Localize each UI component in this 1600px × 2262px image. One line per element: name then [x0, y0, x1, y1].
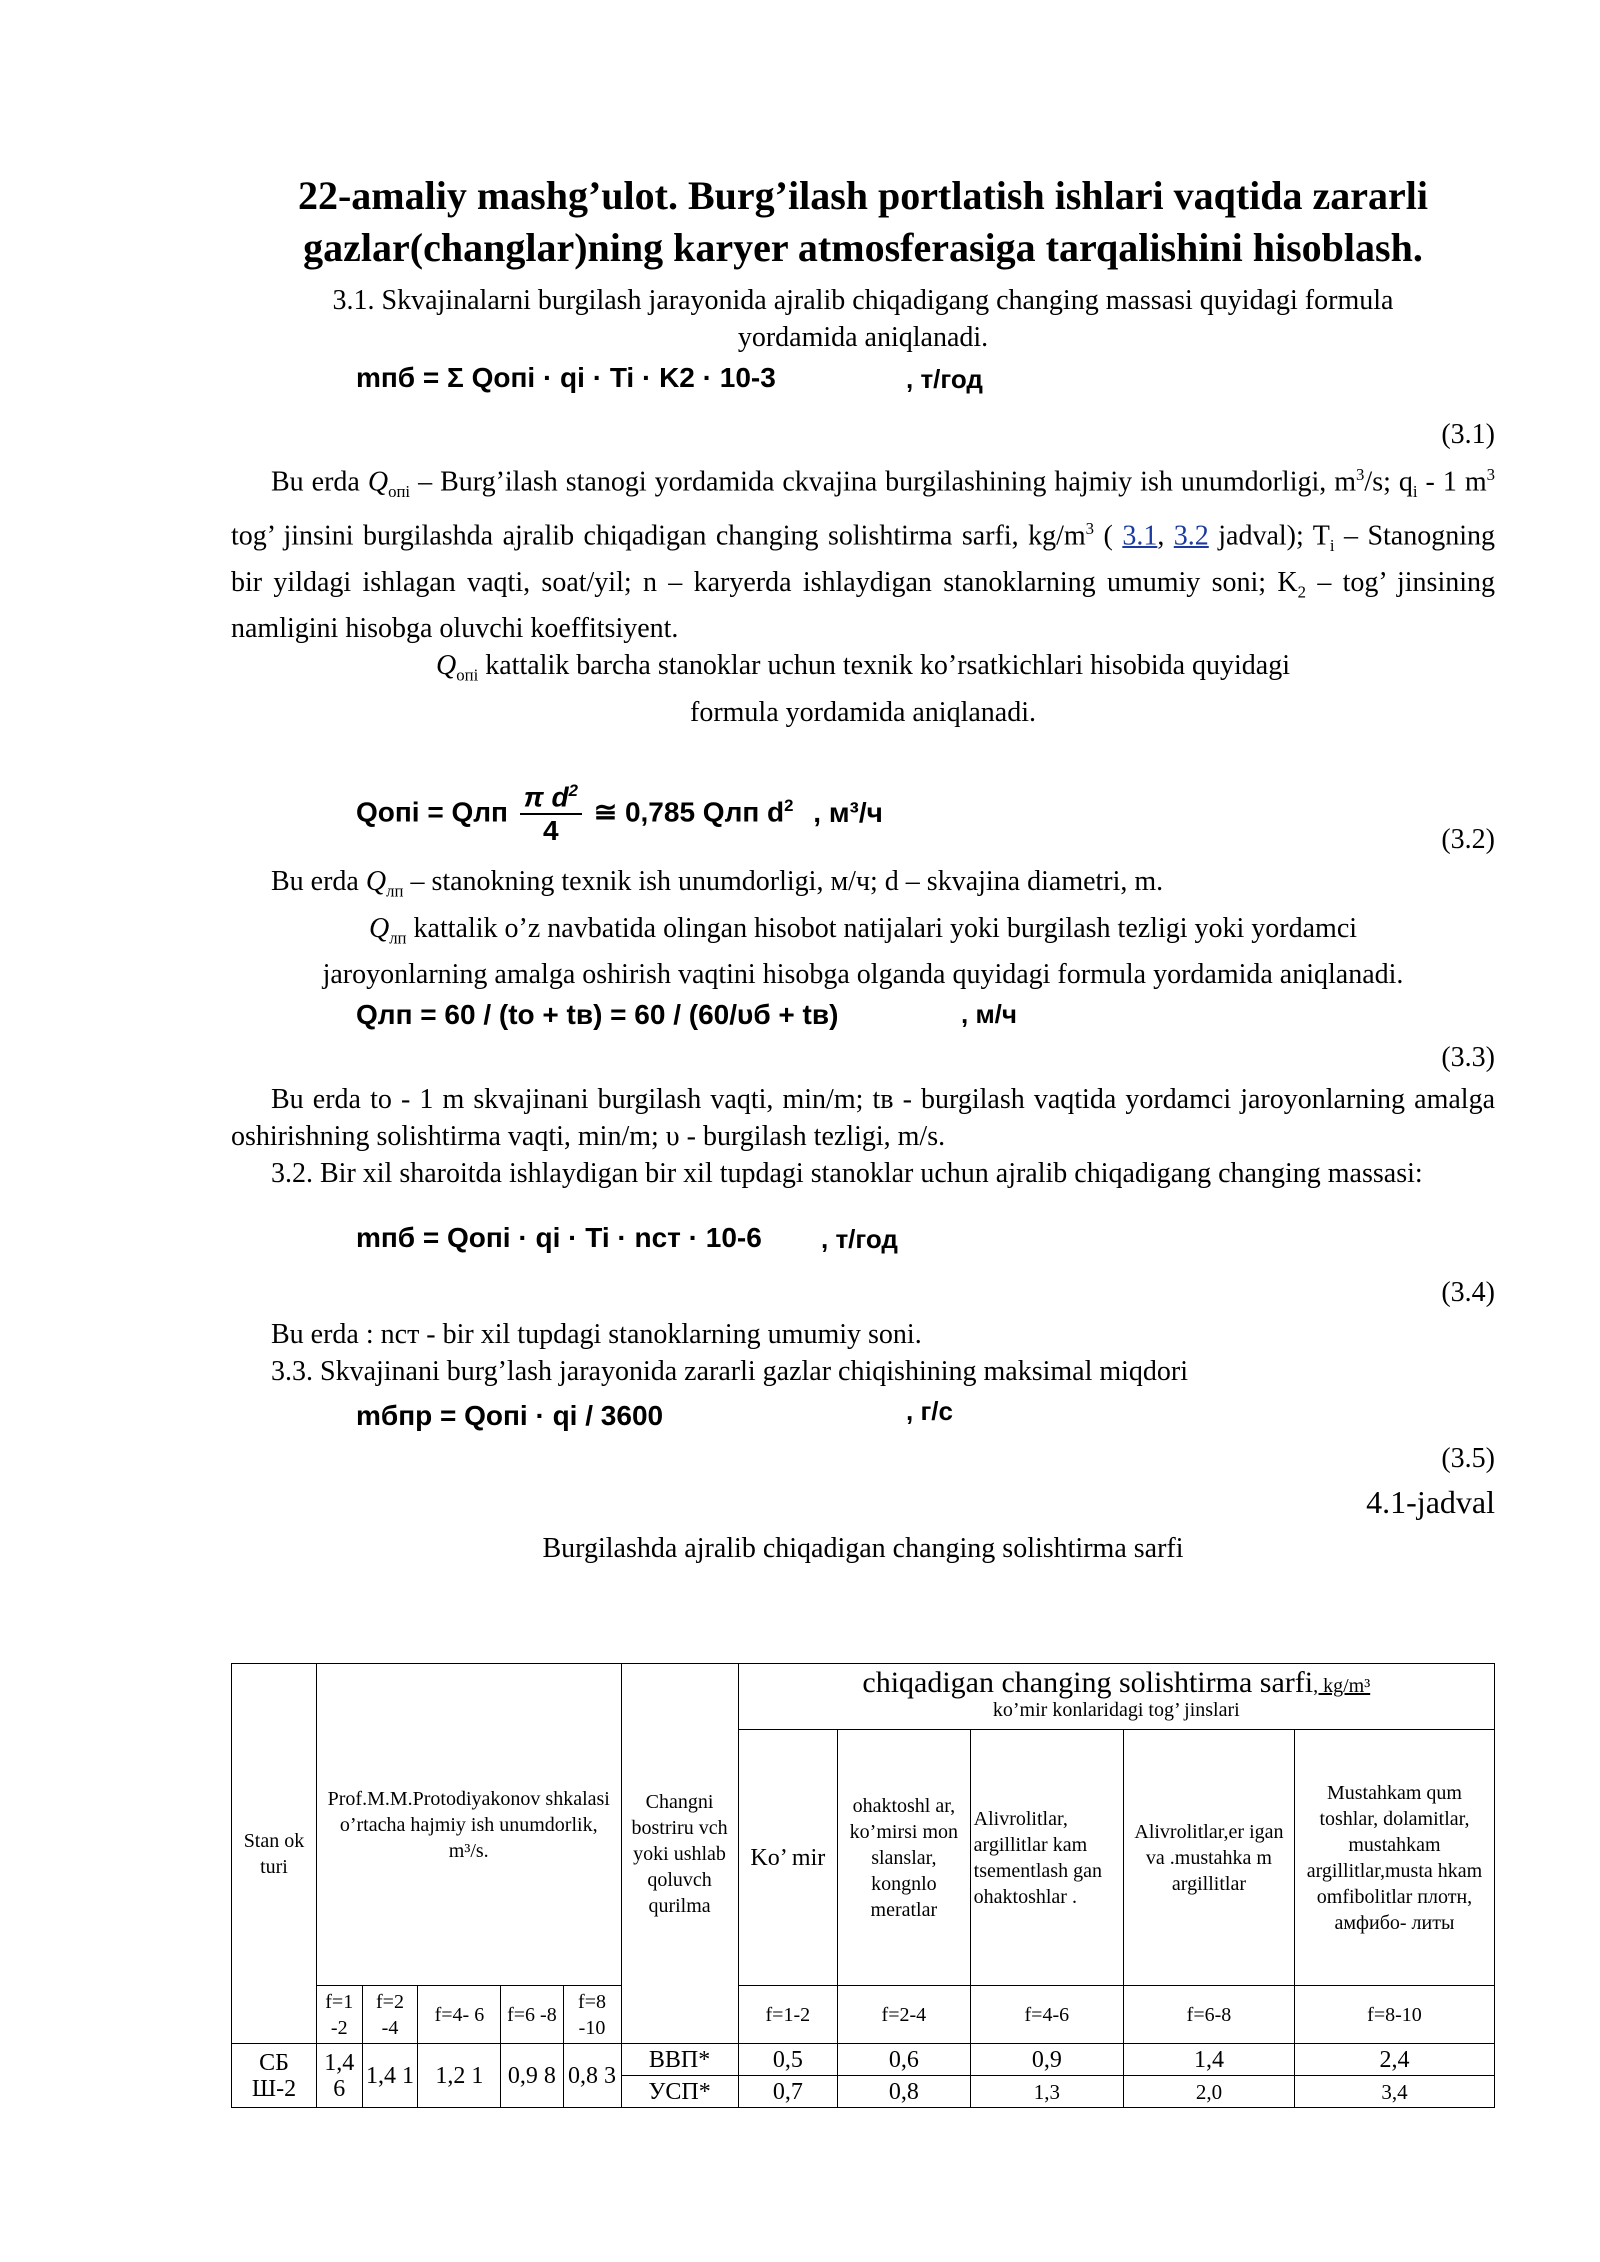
row1-val-4: 1,4 — [1123, 2044, 1294, 2076]
page-title: 22-amaliy mashg’ulot. Burg’ilash portlatish ishlari vaqtida zararli gazlar(changlar)ning karyer atmosferasiga tarqalishini hisoblash. — [297, 173, 1429, 270]
f-col-left-2: f=2 -4 — [362, 1986, 418, 2044]
formula-3-3-expression: Qлп = 60 / (tо + tв) = 60 / (60/υб + tв) — [356, 999, 839, 1031]
row1-val-5: 2,4 — [1294, 2044, 1494, 2076]
table-caption: Burgilashda ajralib chiqadigan changing solishtirma sarfi — [542, 1533, 1184, 1565]
paragraph-definitions: Bu erda $Q_{опi}$ – Burg’ilash stanogi yordamida ckvajina burgilashining hajmiy ish unumdorligi, $m^3/s$; $q_i - 1$ $m^3$ tog’ jinsini burgilashda ajralib chiqadigan changing solishtirma sarfi, $kg/m^3$ ( 3.1, 3.2 jadval); $T_i$ – Stanogning bir yildagi ishlagan vaqti, soat/yil; n – karyerda ishlaydigan stanoklarning umumiy soni; $K_2$ – tog’ jinsining namligini hisobga oluvchi koeffitsiyent. — [231, 465, 1496, 645]
formula-3-4-unit: , т/год — [821, 1224, 898, 1255]
f-col-right-4: f=6-8 — [1123, 1986, 1294, 2044]
f-col-left-4: f=6 -8 — [501, 1986, 563, 2044]
row-device-usp: УСП* — [621, 2076, 738, 2108]
header-protodiyakonov: Prof.M.M.Protodiyakonov shkalasi o’rtacha hajmiy ish unumdorlik, m³/s. — [316, 1664, 621, 1986]
formula-3-5-expression: mбпр = Qопi · qi / 3600 — [356, 1400, 664, 1432]
row-prod-1: 1,4 6 — [316, 2044, 362, 2108]
paragraph-3-3: 3.3. Skvajinani burg’lash jarayonida zararli gazlar chiqishining maksimal miqdori — [271, 1356, 1189, 1388]
equation-number-3-1: (3.1) — [1441, 419, 1495, 450]
row-prod-3: 1,2 1 — [418, 2044, 501, 2108]
rock-col-ohaktosh: ohaktoshl ar, ko’mirsi mon slanslar, kongnlo meratlar — [838, 1730, 971, 1986]
formula-3-5 — [231, 1394, 1495, 1442]
f-col-right-5: f=8-10 — [1294, 1986, 1494, 2044]
row-prod-4: 0,9 8 — [501, 2044, 563, 2108]
table-row — [232, 2044, 1495, 2076]
header-changni: Changni bostriru vch yoki ushlab qoluvch qurilma — [621, 1664, 738, 2044]
f-col-right-2: f=2-4 — [838, 1986, 971, 2044]
row1-val-3: 0,9 — [970, 2044, 1123, 2076]
formula-3-4 — [231, 1200, 1495, 1276]
formula-3-3 — [231, 993, 1495, 1041]
intro-paragraph: 3.1. Skvajinalarni burgilash jarayonida ajralib chiqadigang changing massasi quyidagi formula yordamida aniqlanadi. — [332, 285, 1394, 353]
paragraph-qlp: Bu erda $Q_{лп}$ – stanokning texnik ish unumdorligi, м/ч; d – skvajina diametri, m. — [271, 866, 1164, 901]
formula-3-2-lhs: Qопi = Qлп — [356, 796, 508, 828]
rock-col-komir: Ko’ mir — [738, 1730, 837, 1986]
equation-number-3-3: (3.3) — [1441, 1042, 1495, 1074]
document-page — [231, 160, 1495, 1567]
equation-number-3-4: (3.4) — [1441, 1277, 1495, 1309]
f-col-left-1: f=1 -2 — [316, 1986, 362, 2044]
f-col-left-5: f=8 -10 — [563, 1986, 621, 2044]
f-col-right-1: f=1-2 — [738, 1986, 837, 2044]
paragraph-tb: Bu erda tо - 1 m skvajinani burgilash vaqti, min/m; tв - burgilash vaqtida yordamci jaroyonlarning amalga oshirishning solishtirma vaqti, min/m; υ - burgilash tezligi, m/s. — [231, 1084, 1495, 1153]
row2-val-4: 2,0 — [1123, 2076, 1294, 2108]
paragraph-nst: Bu erda : nст - bir xil tupdagi stanoklarning umumiy soni. — [271, 1319, 922, 1351]
f-col-right-3: f=4-6 — [970, 1986, 1123, 2044]
formula-3-2-rhs: ≅ 0,785 Qлп d — [593, 796, 785, 828]
rock-col-alivrolit-kam: Alivrolitlar, argillitlar kam tsementlash gan ohaktoshlar . — [970, 1730, 1123, 1986]
formula-3-1-unit: , т/год — [906, 364, 983, 394]
row-prod-2: 1,4 1 — [362, 2044, 418, 2108]
row1-val-2: 0,6 — [838, 2044, 971, 2076]
formula-3-4-expression: mпб = Qопi · qi · Ti · nст · 10-6 — [356, 1222, 762, 1254]
formula-3-5-unit: , г/с — [906, 1396, 953, 1427]
equation-number-3-5: (3.5) — [1441, 1443, 1495, 1475]
row1-val-1: 0,5 — [738, 2044, 837, 2076]
dust-table — [231, 1663, 1495, 2108]
row-prod-5: 0,8 3 — [563, 2044, 621, 2108]
formula-3-1-expression: mпб = Σ Qопi · qi · Ti · K2 · 10-3 — [356, 362, 776, 393]
formula-3-3-unit: , м/ч — [961, 999, 1017, 1030]
header-specific-dust: chiqadigan changing solishtirma sarfi, kg/m³ ko’mir konlaridagi tog’ jinslari — [738, 1664, 1494, 1730]
paragraph-3-2: 3.2. Bir xil sharoitda ishlaydigan bir xil tupdagi stanoklar uchun ajralib chiqadigang changing massasi: — [271, 1158, 1423, 1190]
row2-val-5: 3,4 — [1294, 2076, 1494, 2108]
equation-number-3-2: (3.2) — [1441, 824, 1495, 856]
paragraph-qlp-calc: $Q_{лп}$ kattalik o’z navbatida olingan hisobot natijalari yoki burgilash tezligi yoki yordamci jaroyonlarning amalga oshirish vaqtini hisobga olganda quyidagi formula yordamida aniqlanadi. — [322, 912, 1404, 991]
row2-val-3: 1,3 — [970, 2076, 1123, 2108]
row2-val-2: 0,8 — [838, 2076, 971, 2108]
table-label: 4.1-jadval — [1366, 1484, 1495, 1521]
formula-3-1 — [231, 356, 1495, 418]
row-stanok: СБ Ш-2 — [232, 2044, 317, 2108]
table-link-3-1[interactable]: 3.1 — [1122, 520, 1158, 552]
table-link-3-2[interactable]: 3.2 — [1173, 520, 1209, 552]
formula-3-2-fraction: $\frac{\pi d^2}{4}$ — [520, 781, 582, 847]
f-col-left-3: f=4- 6 — [418, 1986, 501, 2044]
row2-val-1: 0,7 — [738, 2076, 837, 2108]
row-device-vvp: ВВП* — [621, 2044, 738, 2076]
rock-col-alivrolit-mustahkam: Alivrolitlar,er igan va .mustahka m argillitlar — [1123, 1730, 1294, 1986]
formula-3-2: Qопi = Qлп $\frac{\pi d^2}{4}$ ≅ 0,785 Qлп $d^2$ , м³/ч — [356, 781, 883, 847]
formula-3-2-unit: , м³/ч — [813, 796, 883, 828]
header-stanok-turi: Stan ok turi — [232, 1664, 317, 2044]
paragraph-qopi: $Q_{опi}$ kattalik barcha stanoklar uchun texnik ko’rsatkichlari hisobida quyidagi formula yordamida aniqlanadi. — [435, 650, 1291, 729]
rock-col-qum-toshlar: Mustahkam qum toshlar, dolamitlar, mustahkam argillitlar,musta hkam omfibolitlar плотн, амфибо- литы — [1294, 1730, 1494, 1986]
